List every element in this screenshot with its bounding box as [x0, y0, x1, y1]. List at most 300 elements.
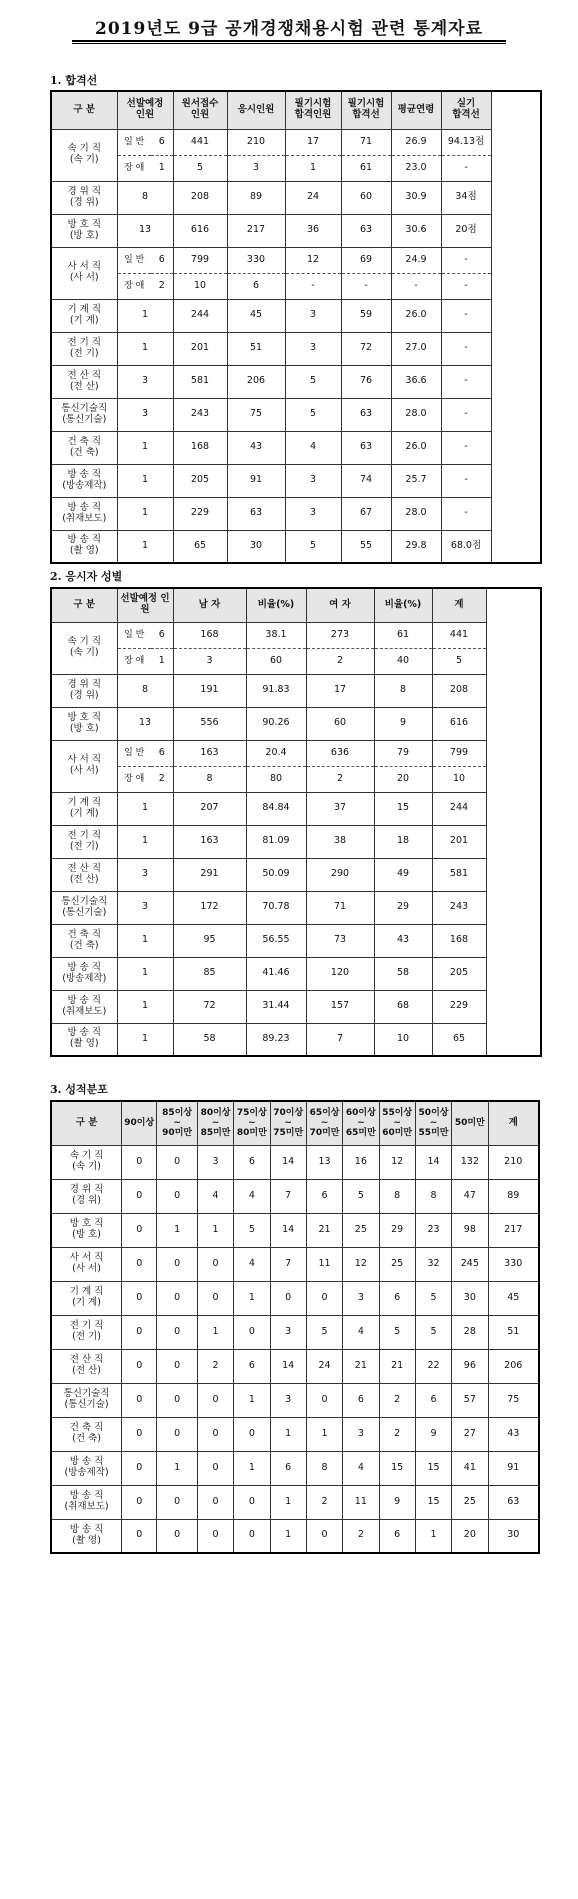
document-title: 2019년도 9급 공개경쟁채용시험 관련 통계자료: [95, 19, 483, 39]
table-cell: 58: [374, 957, 432, 990]
table-cell: 14: [270, 1145, 306, 1179]
planned-count: 6: [151, 129, 173, 155]
table-cell: 15: [379, 1451, 415, 1485]
planned-count: 3: [117, 398, 173, 431]
table-cell: 61: [374, 622, 432, 648]
table-cell: 0: [157, 1145, 197, 1179]
applicant-gender-table: [50, 587, 542, 1057]
table-cell: 330: [227, 247, 285, 273]
table-cell: 15: [374, 792, 432, 825]
table-row: [51, 398, 541, 431]
table-cell: 84.84: [246, 792, 306, 825]
table-cell: 0: [197, 1451, 233, 1485]
table-cell: 273: [306, 622, 374, 648]
table-cell: 6: [306, 1179, 342, 1213]
table-cell: 168: [173, 622, 246, 648]
table-row: [51, 707, 541, 740]
table-cell: 6: [270, 1451, 306, 1485]
row-category: 기 계 직 (기 계): [51, 299, 117, 332]
table-cell: 10: [432, 766, 486, 792]
table-cell: 0: [157, 1315, 197, 1349]
title-underline: [72, 40, 506, 42]
table-cell: 60: [306, 707, 374, 740]
table-cell: 91: [488, 1451, 539, 1485]
table-cell: 5: [234, 1213, 270, 1247]
table-cell: 80: [246, 766, 306, 792]
table-cell: 20: [374, 766, 432, 792]
table-cell: 63: [341, 431, 391, 464]
table-cell: 63: [488, 1485, 539, 1519]
table-cell: 244: [173, 299, 227, 332]
table-cell: 330: [488, 1247, 539, 1281]
column-header: 60이상 ~ 65미만: [343, 1101, 379, 1145]
column-header: 85이상 ~ 90미만: [157, 1101, 197, 1145]
table-cell: 120: [306, 957, 374, 990]
row-category: 전 산 직 (전 산): [51, 365, 117, 398]
table-row: [51, 622, 541, 648]
table-cell: 5: [415, 1281, 451, 1315]
table-cell: -: [341, 273, 391, 299]
row-category: 방 송 직 (촬 영): [51, 530, 117, 563]
table-cell: 0: [122, 1485, 157, 1519]
row-category: 전 기 직 (전 기): [51, 1315, 122, 1349]
table-cell: 2: [306, 648, 374, 674]
column-header: 50이상 ~ 55미만: [415, 1101, 451, 1145]
table-cell: 21: [306, 1213, 342, 1247]
table-cell: 0: [157, 1383, 197, 1417]
header-row: [51, 588, 541, 622]
table-row: [51, 247, 541, 273]
table-cell: 581: [173, 365, 227, 398]
column-header: 선발예정 인원: [117, 91, 173, 129]
table-cell: 0: [157, 1281, 197, 1315]
title-underline-thin: [72, 43, 506, 44]
table-cell: 0: [122, 1281, 157, 1315]
table-cell: 163: [173, 740, 246, 766]
table-row: [51, 858, 541, 891]
sub-type-label: 장 애: [117, 648, 151, 674]
table-cell: 217: [488, 1213, 539, 1247]
planned-count: 6: [151, 247, 173, 273]
table-cell: 3: [285, 497, 341, 530]
table-cell: 65: [432, 1023, 486, 1056]
table-cell: -: [441, 332, 491, 365]
table-cell: 3: [173, 648, 246, 674]
table-cell: 12: [379, 1145, 415, 1179]
table-cell: 616: [173, 214, 227, 247]
table-cell: 26.9: [391, 129, 441, 155]
table-cell: -: [441, 365, 491, 398]
planned-count: 1: [117, 1023, 173, 1056]
table-cell: 21: [343, 1349, 379, 1383]
table-cell: 27: [452, 1417, 488, 1451]
table-cell: 14: [270, 1213, 306, 1247]
table-cell: 0: [122, 1213, 157, 1247]
table-cell: -: [441, 155, 491, 181]
sub-type-label: 장 애: [117, 766, 151, 792]
table-row: [51, 1315, 539, 1349]
table-cell: 291: [173, 858, 246, 891]
planned-count: 1: [117, 332, 173, 365]
table-cell: 0: [122, 1179, 157, 1213]
planned-count: 3: [117, 891, 173, 924]
table-cell: 0: [157, 1519, 197, 1553]
table-cell: 1: [270, 1519, 306, 1553]
column-header: 50미만: [452, 1101, 488, 1145]
table-cell: 0: [234, 1485, 270, 1519]
table-cell: 0: [122, 1417, 157, 1451]
table-cell: 17: [306, 674, 374, 707]
table-cell: 3: [285, 332, 341, 365]
table-row: [51, 1247, 539, 1281]
table-cell: 37: [306, 792, 374, 825]
table-cell: 6: [227, 273, 285, 299]
row-category: 방 송 직 (취재보도): [51, 497, 117, 530]
table-cell: 0: [197, 1417, 233, 1451]
table-cell: 6: [379, 1519, 415, 1553]
row-category: 사 서 직 (사 서): [51, 247, 117, 299]
table-cell: 67: [341, 497, 391, 530]
table-row: [51, 648, 541, 674]
planned-count: 1: [117, 464, 173, 497]
table-cell: 4: [234, 1247, 270, 1281]
table-row: [51, 129, 541, 155]
table-cell: 27.0: [391, 332, 441, 365]
table-row: [51, 273, 541, 299]
table-cell: 1: [270, 1485, 306, 1519]
table-cell: 18: [374, 825, 432, 858]
table-cell: 65: [173, 530, 227, 563]
sub-type-label: 일 반: [117, 247, 151, 273]
row-category: 전 기 직 (전 기): [51, 825, 117, 858]
header-row: [51, 91, 541, 129]
table-cell: 1: [197, 1315, 233, 1349]
table-cell: 51: [488, 1315, 539, 1349]
table-cell: 56.55: [246, 924, 306, 957]
table-cell: 0: [122, 1383, 157, 1417]
table-cell: 2: [306, 1485, 342, 1519]
row-category: 속 기 직 (속 기): [51, 129, 117, 181]
table-cell: 72: [173, 990, 246, 1023]
table-cell: 0: [306, 1383, 342, 1417]
row-category: 건 축 직 (건 축): [51, 431, 117, 464]
planned-count: 8: [117, 674, 173, 707]
table-cell: 89: [227, 181, 285, 214]
table-cell: 28: [452, 1315, 488, 1349]
table-cell: 0: [234, 1519, 270, 1553]
table-cell: 0: [197, 1485, 233, 1519]
table-cell: 30: [488, 1519, 539, 1553]
table-cell: 0: [157, 1485, 197, 1519]
table-cell: 3: [343, 1417, 379, 1451]
column-header: 선발예정 인원: [117, 588, 173, 622]
table-cell: 71: [341, 129, 391, 155]
table-cell: 24: [306, 1349, 342, 1383]
table-cell: 5: [285, 530, 341, 563]
table-cell: 556: [173, 707, 246, 740]
table-cell: 36: [285, 214, 341, 247]
table-cell: 45: [488, 1281, 539, 1315]
column-header: 65이상 ~ 70미만: [306, 1101, 342, 1145]
table-row: [51, 431, 541, 464]
table-cell: 41.46: [246, 957, 306, 990]
table-cell: 208: [432, 674, 486, 707]
table-row: [51, 1023, 541, 1056]
table-row: [51, 924, 541, 957]
row-category: 전 산 직 (전 산): [51, 858, 117, 891]
row-category: 경 위 직 (경 위): [51, 181, 117, 214]
table-cell: 47: [452, 1179, 488, 1213]
table-cell: 25.7: [391, 464, 441, 497]
table-row: [51, 332, 541, 365]
section-heading-score-distribution: 3. 성적분포: [50, 1083, 108, 1096]
column-header: 계: [488, 1101, 539, 1145]
table-cell: 205: [432, 957, 486, 990]
table-cell: 8: [173, 766, 246, 792]
table-cell: 59: [341, 299, 391, 332]
table-cell: 6: [415, 1383, 451, 1417]
table-cell: 81.09: [246, 825, 306, 858]
table-cell: 30: [452, 1281, 488, 1315]
table-row: [51, 155, 541, 181]
table-cell: 1: [306, 1417, 342, 1451]
column-header: 평균연령: [391, 91, 441, 129]
row-category: 방 호 직 (방 호): [51, 1213, 122, 1247]
table-cell: 0: [122, 1145, 157, 1179]
table-cell: 6: [379, 1281, 415, 1315]
table-cell: 38: [306, 825, 374, 858]
table-cell: 2: [379, 1417, 415, 1451]
table-cell: 15: [415, 1485, 451, 1519]
row-category: 건 축 직 (건 축): [51, 1417, 122, 1451]
table-cell: 9: [379, 1485, 415, 1519]
table-cell: 25: [343, 1213, 379, 1247]
header-row: [51, 1101, 539, 1145]
table-cell: 4: [285, 431, 341, 464]
planned-count: 1: [117, 924, 173, 957]
table-cell: 5: [285, 398, 341, 431]
planned-count: 2: [151, 766, 173, 792]
row-category: 통신기술직 (통신기술): [51, 891, 117, 924]
table-cell: 30.6: [391, 214, 441, 247]
table-cell: 8: [415, 1179, 451, 1213]
table-cell: 29: [374, 891, 432, 924]
table-cell: 12: [343, 1247, 379, 1281]
table-cell: 245: [452, 1247, 488, 1281]
table-row: [51, 1417, 539, 1451]
column-header: 비율(%): [246, 588, 306, 622]
table-row: [51, 990, 541, 1023]
table-cell: 5: [173, 155, 227, 181]
table-row: [51, 674, 541, 707]
table-cell: 71: [306, 891, 374, 924]
table-cell: -: [441, 247, 491, 273]
table-cell: 26.0: [391, 431, 441, 464]
planned-count: 1: [117, 792, 173, 825]
table-cell: 63: [341, 214, 391, 247]
table-row: [51, 365, 541, 398]
table-cell: 1: [197, 1213, 233, 1247]
table-cell: 0: [122, 1315, 157, 1349]
table-cell: 2: [343, 1519, 379, 1553]
table-cell: 68.0점: [441, 530, 491, 563]
table-cell: 157: [306, 990, 374, 1023]
table-cell: -: [441, 273, 491, 299]
row-category: 사 서 직 (사 서): [51, 740, 117, 792]
table-cell: 3: [270, 1315, 306, 1349]
table-cell: 7: [270, 1247, 306, 1281]
column-header: 구 분: [51, 588, 117, 622]
table-cell: 1: [157, 1451, 197, 1485]
table-cell: 3: [343, 1281, 379, 1315]
table-cell: 8: [379, 1179, 415, 1213]
table-cell: 172: [173, 891, 246, 924]
column-header: 90이상: [122, 1101, 157, 1145]
table-cell: 191: [173, 674, 246, 707]
table-cell: 45: [227, 299, 285, 332]
table-cell: 0: [122, 1519, 157, 1553]
table-cell: -: [391, 273, 441, 299]
table-cell: 90.26: [246, 707, 306, 740]
table-cell: 31.44: [246, 990, 306, 1023]
table-row: [51, 766, 541, 792]
table-cell: 616: [432, 707, 486, 740]
planned-count: 1: [117, 530, 173, 563]
table-cell: 1: [415, 1519, 451, 1553]
table-cell: 5: [306, 1315, 342, 1349]
table-row: [51, 530, 541, 563]
table-cell: 63: [341, 398, 391, 431]
table-cell: 1: [285, 155, 341, 181]
planned-count: 6: [151, 740, 173, 766]
table-cell: 4: [197, 1179, 233, 1213]
planned-count: 2: [151, 273, 173, 299]
table-cell: 1: [270, 1417, 306, 1451]
table-cell: 10: [374, 1023, 432, 1056]
table-cell: 0: [157, 1349, 197, 1383]
table-row: [51, 464, 541, 497]
planned-count: 1: [117, 990, 173, 1023]
column-header: 구 분: [51, 1101, 122, 1145]
table-cell: 61: [341, 155, 391, 181]
table-cell: 1: [234, 1281, 270, 1315]
table-cell: 20점: [441, 214, 491, 247]
table-cell: 32: [415, 1247, 451, 1281]
planned-count: 1: [117, 957, 173, 990]
column-header: 비율(%): [374, 588, 432, 622]
table-cell: 24.9: [391, 247, 441, 273]
table-cell: 243: [432, 891, 486, 924]
table-cell: 58: [173, 1023, 246, 1056]
row-category: 속 기 직 (속 기): [51, 1145, 122, 1179]
planned-count: 6: [151, 622, 173, 648]
table-cell: 210: [227, 129, 285, 155]
table-cell: 29.8: [391, 530, 441, 563]
row-category: 속 기 직 (속 기): [51, 622, 117, 674]
table-cell: 23.0: [391, 155, 441, 181]
table-cell: 17: [285, 129, 341, 155]
sub-type-label: 일 반: [117, 622, 151, 648]
table-cell: 3: [270, 1383, 306, 1417]
column-header: 남 자: [173, 588, 246, 622]
table-cell: 23: [415, 1213, 451, 1247]
table-cell: 132: [452, 1145, 488, 1179]
table-cell: 201: [173, 332, 227, 365]
row-category: 기 계 직 (기 계): [51, 792, 117, 825]
row-category: 기 계 직 (기 계): [51, 1281, 122, 1315]
planned-count: 1: [117, 825, 173, 858]
table-row: [51, 792, 541, 825]
sub-type-label: 일 반: [117, 740, 151, 766]
table-cell: 2: [306, 766, 374, 792]
table-cell: 799: [432, 740, 486, 766]
table-cell: 2: [379, 1383, 415, 1417]
table-cell: 0: [157, 1417, 197, 1451]
table-cell: 74: [341, 464, 391, 497]
table-row: [51, 299, 541, 332]
table-cell: 3: [285, 299, 341, 332]
table-cell: 0: [306, 1519, 342, 1553]
table-cell: 30: [227, 530, 285, 563]
table-cell: 96: [452, 1349, 488, 1383]
table-cell: 22: [415, 1349, 451, 1383]
table-cell: 38.1: [246, 622, 306, 648]
table-cell: 8: [374, 674, 432, 707]
table-cell: 5: [285, 365, 341, 398]
table-row: [51, 497, 541, 530]
table-cell: 28.0: [391, 398, 441, 431]
planned-count: 1: [151, 155, 173, 181]
table-row: [51, 1349, 539, 1383]
table-cell: 89.23: [246, 1023, 306, 1056]
table-cell: 0: [122, 1247, 157, 1281]
table-cell: 1: [234, 1383, 270, 1417]
table-cell: 68: [374, 990, 432, 1023]
table-cell: 41: [452, 1451, 488, 1485]
row-category: 건 축 직 (건 축): [51, 924, 117, 957]
table-cell: 3: [227, 155, 285, 181]
table-cell: 89: [488, 1179, 539, 1213]
table-cell: 0: [122, 1451, 157, 1485]
table-cell: 25: [452, 1485, 488, 1519]
table-cell: 206: [488, 1349, 539, 1383]
section-heading-gender: 2. 응시자 성별: [50, 570, 123, 583]
table-row: [51, 1179, 539, 1213]
planned-count: 1: [151, 648, 173, 674]
table-cell: 72: [341, 332, 391, 365]
table-cell: 243: [173, 398, 227, 431]
table-cell: 229: [173, 497, 227, 530]
table-cell: 1: [157, 1213, 197, 1247]
table-cell: 168: [173, 431, 227, 464]
table-cell: 0: [306, 1281, 342, 1315]
column-header: 응시인원: [227, 91, 285, 129]
table-cell: 20: [452, 1519, 488, 1553]
table-cell: -: [441, 497, 491, 530]
table-cell: 57: [452, 1383, 488, 1417]
table-row: [51, 740, 541, 766]
table-cell: 0: [197, 1519, 233, 1553]
row-category: 방 송 직 (취재보도): [51, 990, 117, 1023]
table-cell: 29: [379, 1213, 415, 1247]
table-cell: 441: [432, 622, 486, 648]
table-cell: 5: [379, 1315, 415, 1349]
column-header: 필기시험 합격선: [341, 91, 391, 129]
table-cell: 207: [173, 792, 246, 825]
table-cell: 244: [432, 792, 486, 825]
row-category: 사 서 직 (사 서): [51, 1247, 122, 1281]
row-category: 방 송 직 (촬 영): [51, 1023, 117, 1056]
